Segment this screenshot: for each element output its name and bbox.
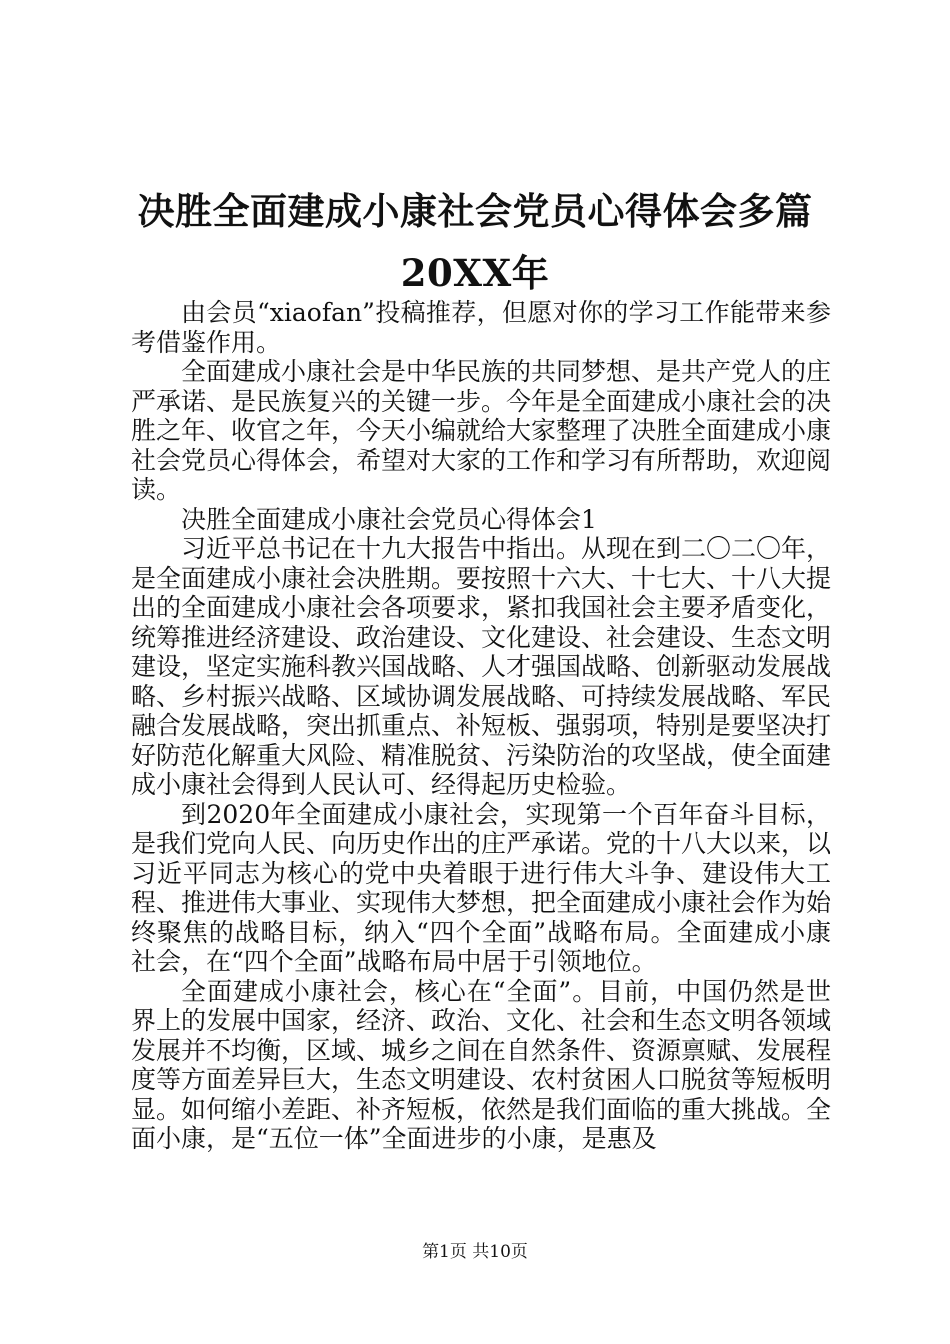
document-body xyxy=(131,298,831,1154)
paragraph: 到2020年全面建成小康社会，实现第一个百年奋斗目标，是我们党向人民、向历史作出的庄严承诺。党的十八大以来，以习近平同志为核心的党中央着眼于进行伟大斗争、建设伟大工程、推进伟大事业、实现伟大梦想，把全面建成小康社会作为始终聚焦的战略目标，纳入“四个全面”战略布局。全面建成小康社会，在“四个全面”战略布局中居于引领地位。 xyxy=(131,799,832,976)
paragraph-summary: 全面建成小康社会是中华民族的共同梦想、是共产党人的庄严承诺、是民族复兴的关键一步。今年是全面建成小康社会的决胜之年、收官之年，今天小编就给大家整理了决胜全面建成小康社会党员心得体会，希望对大家的工作和学习有所帮助，欢迎阅读。 xyxy=(131,357,832,504)
paragraph: 全面建成小康社会，核心在“全面”。目前，中国仍然是世界上的发展中国家，经济、政治、文化、社会和生态文明各领域发展并不均衡，区域、城乡之间在自然条件、资源禀赋、发展程度等方面差异巨大，生态文明建设、农村贫困人口脱贫等短板明显。如何缩小差距、补齐短板，依然是我们面临的重大挑战。全面小康，是“五位一体”全面进步的小康，是惠及 xyxy=(131,976,832,1153)
section-heading: 决胜全面建成小康社会党员心得体会1 xyxy=(181,504,597,534)
document-title-line-2: 20XX年 xyxy=(400,251,550,295)
paragraph: 习近平总书记在十九大报告中指出。从现在到二〇二〇年，是全面建成小康社会决胜期。要按照十六大、十七大、十八大提出的全面建成小康社会各项要求，紧扣我国社会主要矛盾变化，统筹推进经济建设、政治建设、文化建设、社会建设、生态文明建设，坚定实施科教兴国战略、人才强国战略、创新驱动发展战略、乡村振兴战略、区域协调发展战略、可持续发展战略、军民融合发展战略，突出抓重点、补短板、强弱项，特别是要坚决打好防范化解重大风险、精准脱贫、污染防治的攻坚战，使全面建成小康社会得到人民认可、经得起历史检验。 xyxy=(131,534,832,799)
page-number-footer: 第1页 共10页 xyxy=(422,1242,528,1262)
document-title-line-1: 决胜全面建成小康社会党员心得体会多篇 xyxy=(137,189,813,233)
paragraph-intro: 由会员“xiaofan”投稿推荐，但愿对你的学习工作能带来参考借鉴作用。 xyxy=(131,298,831,357)
